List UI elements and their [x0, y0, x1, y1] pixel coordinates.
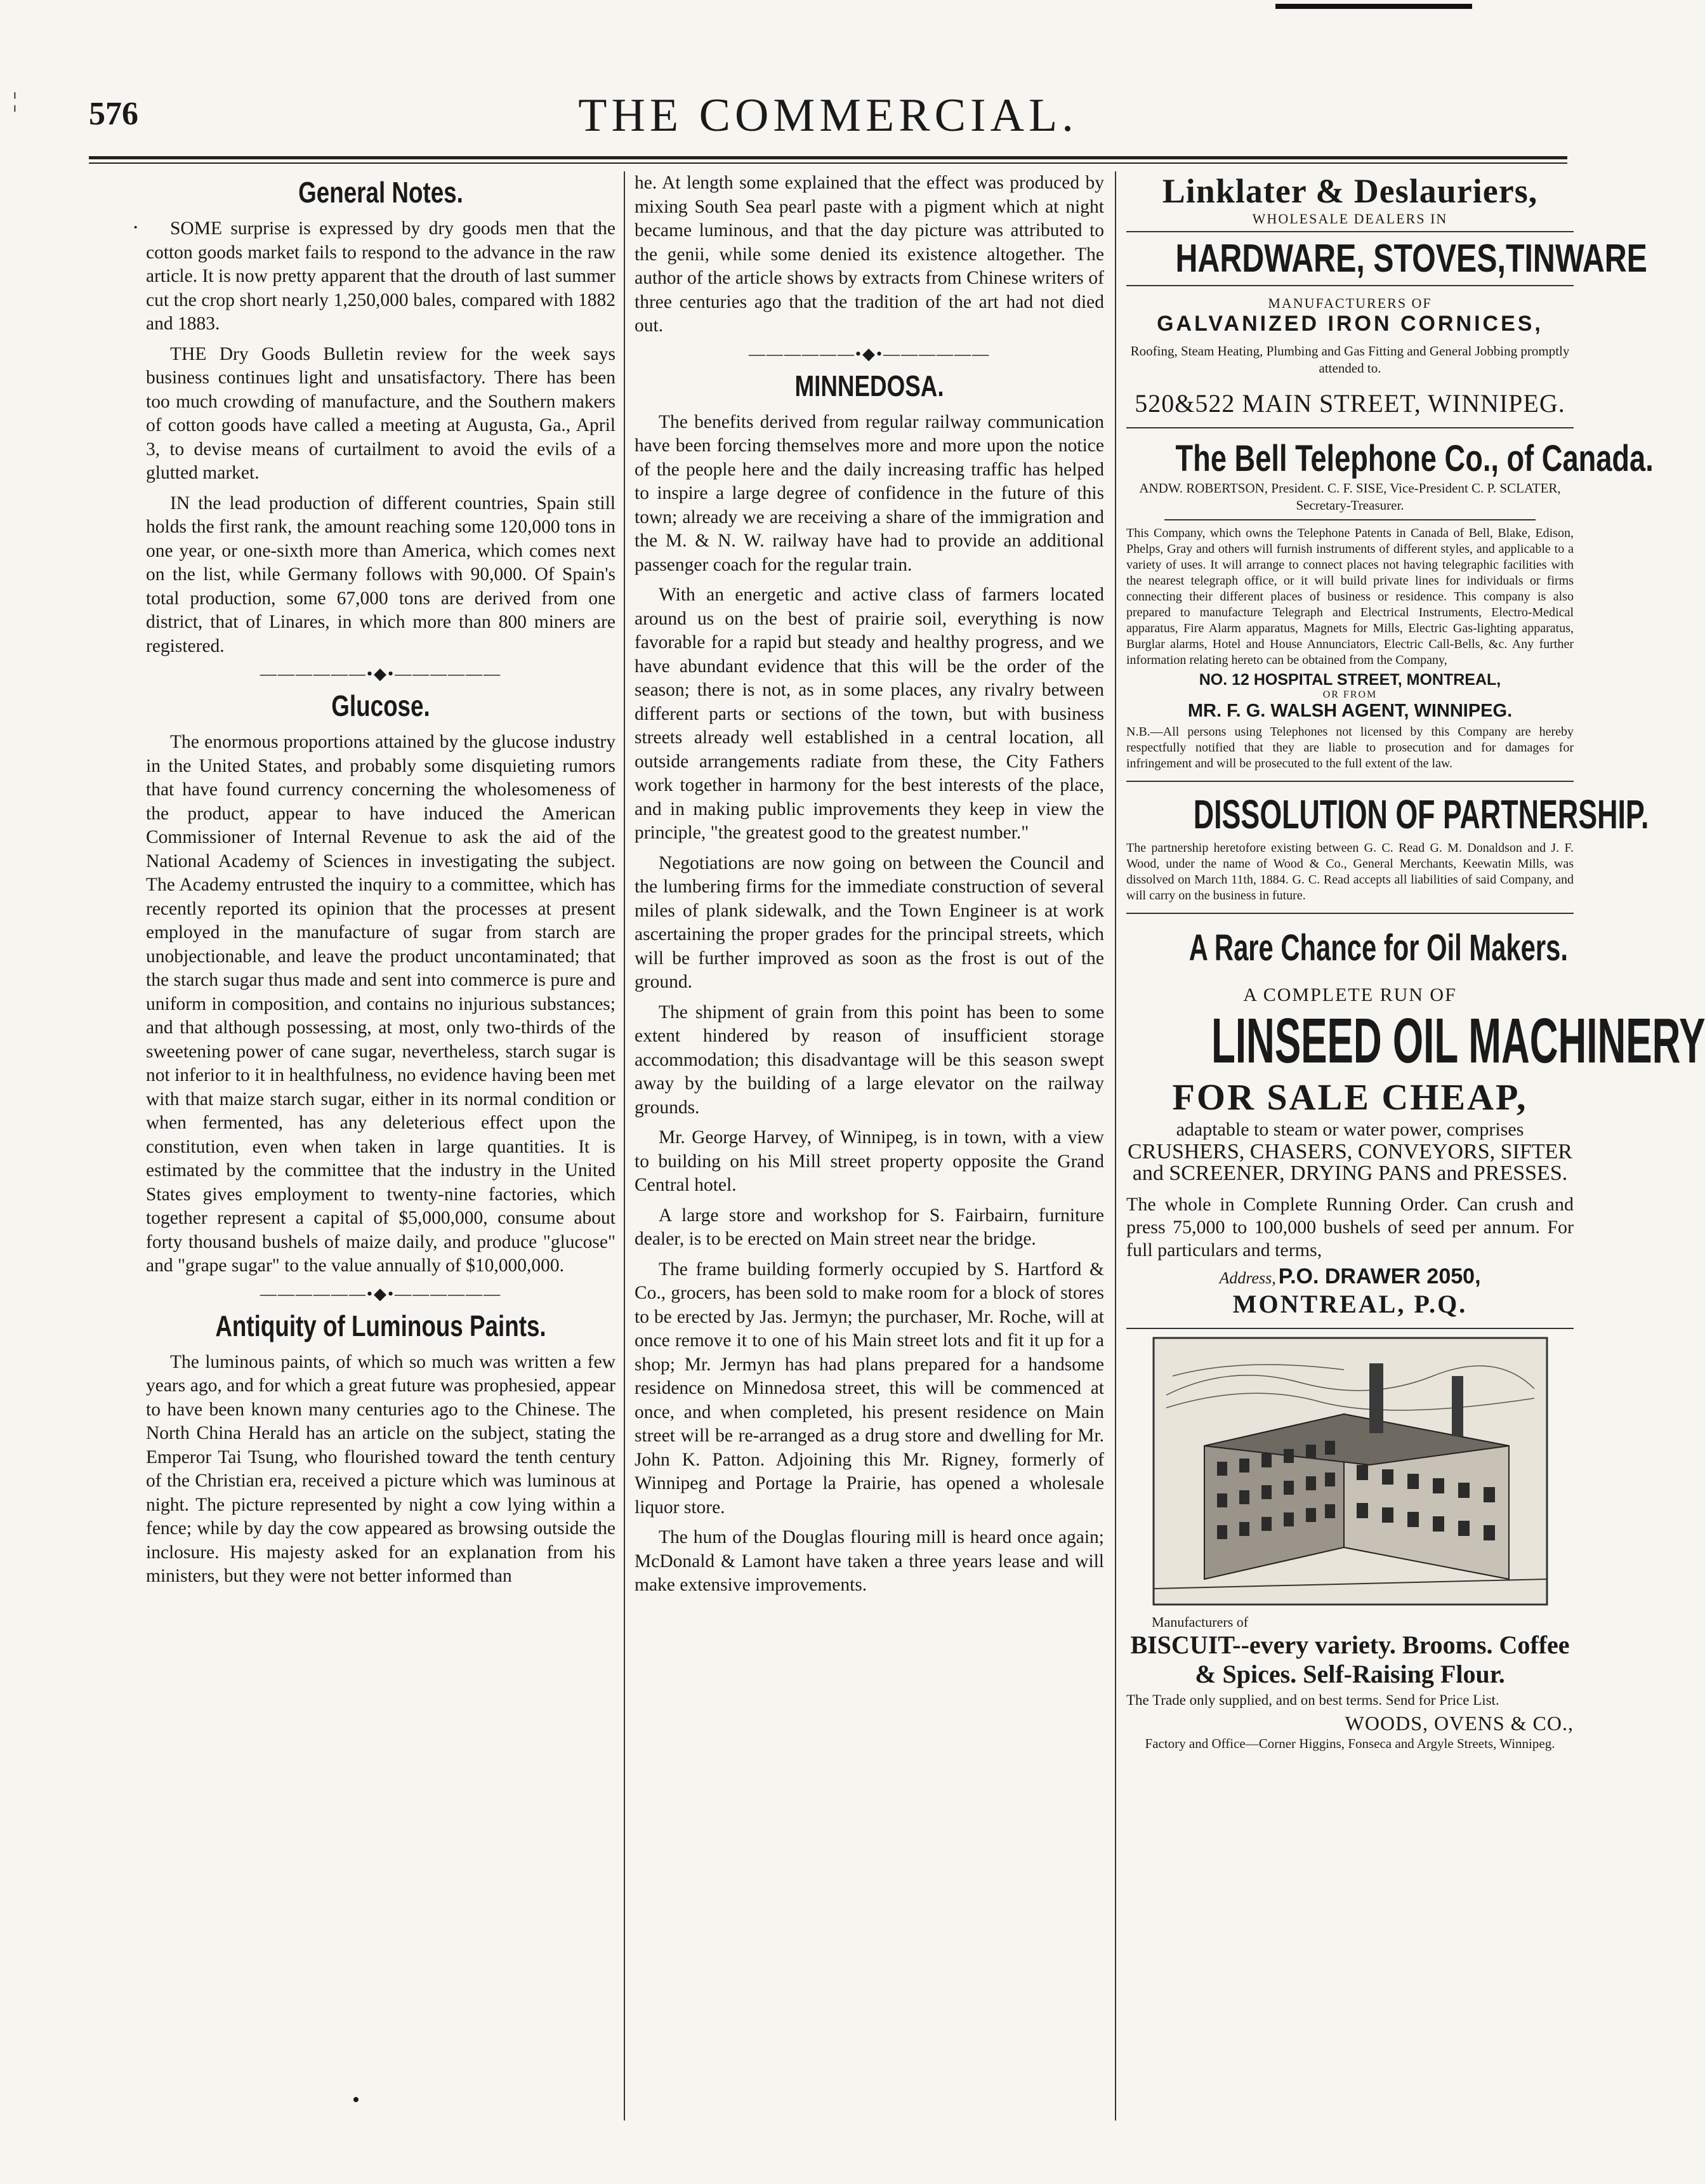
ad-title: Linklater & Deslauriers, [1162, 172, 1538, 210]
ad-company: WOODS, OVENS & CO., [1345, 1712, 1574, 1735]
article-paragraph: IN the lead production of different countries, Spain still holds the first rank, the amount reaching some 120,000 tons in one year, or one-sixth more than America, which comes next on the list, while Germany follows with 90,000. Of Spain's total production, some 67,000 tons are derived from one district, that of Linares, in which more than 800 miners are registered. [146, 493, 616, 656]
article-paragraph: The hum of the Douglas flouring mill is heard once again; McDonald & Lamont have taken a three years lease and will make extensive improvements. [635, 1527, 1104, 1595]
ad-subtitle: MANUFACTURERS OF [1268, 295, 1432, 311]
margin-mark: ¦ [13, 89, 17, 112]
column-1 [146, 171, 616, 2127]
ad-rule [1126, 427, 1574, 428]
section-heading: General Notes. [298, 176, 463, 209]
margin-mark: • [352, 2088, 360, 2112]
ad-subtitle: A COMPLETE RUN OF [1243, 984, 1457, 1005]
article-paragraph: A large store and workshop for S. Fairbairn, furniture dealer, is to be erected on Main street near the bridge. [635, 1205, 1104, 1249]
section-divider: ——————•◆•—————— [748, 344, 991, 363]
article-paragraph: The shipment of grain from this point has been to some extent hindered by reason of insufficient storage accommodation; this disadvantage will be this season swept away by the building of a large elevator on the railway grounds. [635, 1002, 1104, 1118]
article-paragraph: With an energetic and active class of farmers located around us on the best of prairie soil, everything is now favorable for a rapid but steady and healthy progress, and we have abundant evidence that this will be the order of the season; there is not, as in some places, any rivalry between different parts or sections of the town, but with business streets already well established in a central location, all outside arrangements radiate from these, the City Fathers work together in harmony for the best interests of the place, and in making public improvements they keep in view the principle, "the greatest good to the greatest number." [635, 585, 1104, 843]
column-divider [624, 171, 625, 2121]
ad-text: The whole in Complete Running Order. Can crush and press 75,000 to 100,000 bushels of seed per annum. For full particulars and terms, [1126, 1194, 1574, 1261]
ad-headline: LINSEED OIL MACHINERY [1211, 1005, 1705, 1076]
ad-notice: N.B.—All persons using Telephones not licensed by this Company are hereby respectfully notified that they are liable to prosecution and for damages for infringement and will be prosecuted to the full extent of the law. [1126, 725, 1574, 771]
ad-rule [1126, 781, 1574, 782]
ad-address: NO. 12 HOSPITAL STREET, MONTREAL, [1199, 671, 1501, 689]
section-divider: ——————•◆•—————— [260, 665, 502, 683]
ad-subtitle: WHOLESALE DEALERS IN [1252, 211, 1448, 227]
ad-city: MONTREAL, P.Q. [1232, 1290, 1468, 1318]
ad-product: GALVANIZED IRON CORNICES, [1157, 312, 1543, 336]
ad-address: Factory and Office—Corner Higgins, Fonseca and Argyle Streets, Winnipeg. [1145, 1736, 1555, 1751]
article-paragraph: SOME surprise is expressed by dry goods men that the cotton goods market fails to respond to the advance in the raw article. It is now pretty apparent that the drouth of last summer cut the crop short nearly 1,250,000 bales, compared with 1882 and 1883. [146, 218, 616, 334]
ad-offer: FOR SALE CHEAP, [1172, 1076, 1528, 1118]
top-rule-mark [1275, 4, 1472, 9]
page-header [89, 89, 1567, 152]
ad-rule [1126, 285, 1574, 286]
article-paragraph: The luminous paints, of which so much was written a few years ago, and for which a great future was prophesied, appear to have been known many centuries ago to the Chinese. The North China Herald has an article on the subject, stating the Emperor Tai Tsung, who flourished toward the tenth century of the Christian era, received a picture which was luminous at night. The picture represented by night a cow lying within a fence; while by day the cow appeared as browsing outside the inclosure. His majesty asked for an explanation from his ministers, but they were not better informed than [146, 1351, 616, 1586]
ad-headline: HARDWARE, STOVES,TINWARE [1175, 237, 1647, 281]
bell-telephone-ad [1126, 437, 1654, 772]
ad-rule [1164, 519, 1536, 520]
ad-label: Address, [1219, 1269, 1276, 1287]
article-paragraph: The frame building formerly occupied by S. Hartford & Co., grocers, has been sold to make room for a block of stores to be erected by Jas. Jermyn; the purchaser, Mr. Roche, will at once remove it to one of his Main street lots and fit it up for a shop; Mr. Jermyn has had plans prepared for a handsome residence on Minnedosa street, this will be commenced at once, and when completed, his present residence on Main street will be re-arranged as a drug store and dwelling for Mr. John K. Patton. Adjoining this Mr. Rigney, formerly of Winnipeg and Portage la Prairie, has opened a wholesale liquor store. [635, 1259, 1104, 1518]
ad-products: BISCUIT--every variety. Brooms. Coffee & Spices. Self-Raising Flour. [1130, 1631, 1570, 1688]
column-3-ads [1126, 171, 1705, 2127]
section-heading: Glucose. [331, 689, 430, 722]
header-rule [89, 156, 1567, 159]
ad-title: A Rare Chance for Oil Makers. [1188, 927, 1568, 969]
article-paragraph: The enormous proportions attained by the glucose industry in the United States, and probably some disquieting rumors that have found currency concerning the wholesomeness of the product, appear to have induced the American Commissioner of Internal Revenue to ask the aid of the National Academy of Sciences in investigating the subject. The Academy entrusted the inquiry to a committee, which has recently reported its opinion that the processes at present employed in the manufacture of sugar from starch are unobjectionable, and leave the product uncontaminated; that the starch sugar thus made and sent into commerce is pure and uniform in composition, and contains no injurious substances; and that although possessing, at most, only two-thirds of the sweetening power of cane sugar, nevertheless, starch sugar is not inferior to it in healthfulness, no evidence having been met with that maize starch sugar, either in its normal condition or when fermented, has any deleterious effect upon the constitution, even when taken in large quantities. It is estimated by the committee that the industry in the United States gives employment to twenty-nine factories, which together represent a capital of $5,000,000, consume about forty thousand bushels of maize daily, and produce "glucose" and "grape sugar" to the value annually of $10,000,000. [146, 732, 616, 1276]
masthead-title: THE COMMERCIAL. [578, 89, 1078, 142]
ad-rule [1126, 913, 1574, 914]
ad-title: The Bell Telephone Co., of Canada. [1175, 438, 1654, 479]
ad-text: The partnership heretofore existing between G. C. Read G. M. Donaldson and J. F. Wood, under the name of Wood & Co., General Merchants, Keewatin Mills, was dissolved on March 11th, 1884. G. C. Read accepts all liabilities of said Company, and will carry on the business in future. [1126, 841, 1574, 903]
section-heading: Antiquity of Luminous Paints. [215, 1309, 546, 1342]
oil-machinery-ad [1126, 927, 1705, 1319]
article-paragraph: THE Dry Goods Bulletin review for the week says business continues light and unsatisfactory. There has been too much crowding of manufacture, and the Southern makers of cotton goods have called a meeting at Augusta, Ga., April 3, to devise means of curtailment to avoid the evils of a glutted market. [146, 343, 616, 483]
header-rule-thin [89, 162, 1567, 164]
ad-rule [1126, 231, 1574, 232]
page-number: 576 [89, 96, 138, 132]
column-2 [635, 171, 1104, 2127]
ad-text: Roofing, Steam Heating, Plumbing and Gas Fitting and General Jobbing promptly attended to. [1130, 343, 1570, 376]
ad-address: 520&522 MAIN STREET, WINNIPEG. [1135, 389, 1565, 418]
article-paragraph: Negotiations are now going on between the Council and the lumbering firms for the immediate construction of several miles of plank sidewalk, and the Town Engineer is at work ascertaining the proper grades for the principal streets, which will be further improved as soon as the frost is out of the ground. [635, 852, 1104, 992]
linklater-ad [1126, 171, 1647, 418]
article-paragraph: The benefits derived from regular railway communication have been forcing themselves more and more upon the notice of the people here and the daily increasing traffic has helped to inspire a large degree of confidence in the future of this town; already we are receiving a share of the immigration and the M. & N. W. railway have had to provide an additional passenger coach for the regular train. [635, 411, 1104, 575]
section-heading: MINNEDOSA. [794, 369, 944, 402]
ad-title: DISSOLUTION OF PARTNERSHIP. [1193, 791, 1649, 837]
ad-text: OR FROM [1322, 689, 1378, 700]
factory-illustration [1154, 1338, 1547, 1605]
column-divider [1115, 171, 1116, 2121]
ad-text: The Trade only supplied, and on best terms. Send for Price List. [1126, 1692, 1499, 1708]
margin-mark: · [132, 216, 140, 239]
dissolution-ad [1126, 791, 1649, 904]
ad-officers: ANDW. ROBERTSON, President. C. F. SISE, Vice-President C. P. SCLATER, Secretary-Treasurer. [1139, 480, 1561, 513]
ad-agent: MR. F. G. WALSH AGENT, WINNIPEG. [1187, 701, 1513, 721]
ad-text: This Company, which owns the Telephone Patents in Canada of Bell, Blake, Edison, Phelps, Gray and others will furnish instruments of different styles, and applicable to a variety of uses. It will arrange to connect places not having telegraphic facilities with the nearest telegraph office, or it will build private lines for individuals or firms connecting their different places of business or residence. This company is also prepared to manufacture Telegraph and Electrical Instruments, Electro-Medical apparatus, Fire Alarm apparatus, Magnets for Mills, Electric Gas-lighting apparatus, Burglar alarms, Hotel and House Annunciators, Electric Call-Bells, &c. Any further information relating hereto can be obtained from the Company, [1126, 526, 1574, 667]
woods-ovens-ad [1126, 1338, 1574, 1752]
ad-subtitle: Manufacturers of [1152, 1614, 1249, 1630]
ad-address: P.O. DRAWER 2050, [1278, 1264, 1481, 1288]
ad-items: CRUSHERS, CHASERS, CONVEYORS, SIFTER and SCREENER, DRYING PANS and PRESSES. [1128, 1140, 1572, 1185]
article-paragraph: he. At length some explained that the effect was produced by mixing South Sea pearl paste with a pigment which at night became luminous, and that the day picture was attributed to the genii, while some denied its existence altogether. The author of the article shows by extracts from Chinese writers of three centuries ago that the tradition of the art had not died out. [635, 173, 1104, 336]
article-paragraph: Mr. George Harvey, of Winnipeg, is in town, with a view to building on his Mill street property opposite the Grand Central hotel. [635, 1127, 1104, 1195]
section-divider: ——————•◆•—————— [260, 1284, 502, 1303]
ad-text: adaptable to steam or water power, comprises [1176, 1119, 1524, 1140]
ad-rule [1126, 1328, 1574, 1329]
